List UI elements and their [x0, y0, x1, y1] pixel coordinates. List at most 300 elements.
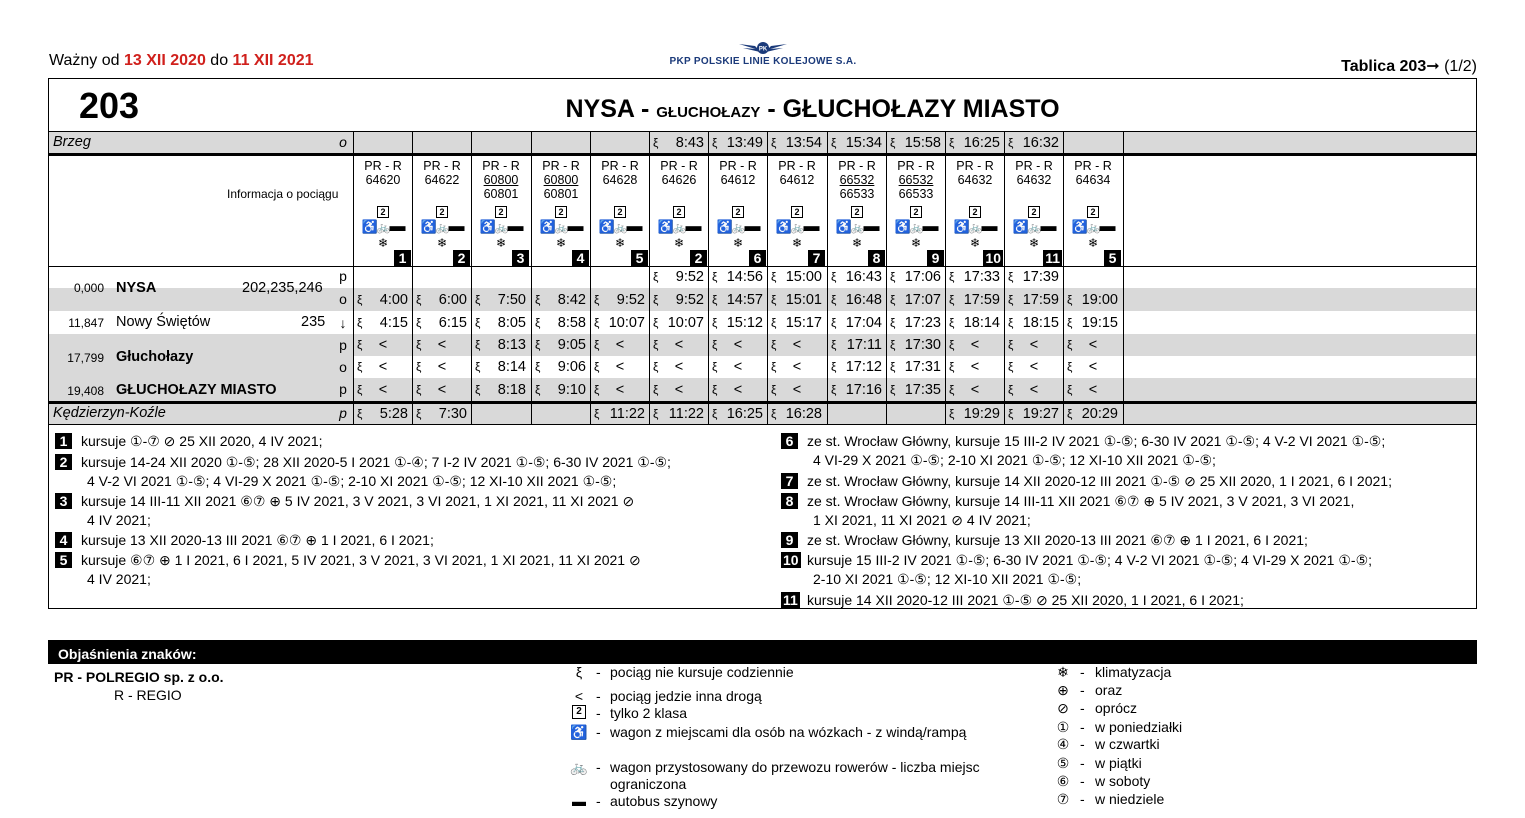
train-number: 64626	[661, 173, 697, 187]
irregular-mark: ξ	[594, 382, 600, 397]
departure-time: 15:34	[845, 134, 882, 151]
train-carrier: PR - R	[364, 159, 402, 173]
legend-dash: -	[596, 793, 601, 809]
departure-time: 19:29	[963, 405, 1000, 422]
footnote-badge: 6	[749, 250, 766, 267]
irregular-mark: ξ	[712, 406, 718, 421]
time-cell	[590, 334, 649, 356]
air-conditioning-icon: ❄	[791, 236, 803, 250]
footnote	[781, 492, 1354, 530]
irregular-mark: ξ	[594, 315, 600, 330]
time-cell	[353, 311, 412, 334]
timetable-row-glu_p	[49, 334, 1476, 356]
departure-time: 9:06	[557, 359, 586, 375]
irregular-mark: ξ	[653, 360, 659, 374]
table-reference	[1341, 56, 1477, 76]
irregular-mark: ξ	[1008, 338, 1014, 352]
time-cell	[708, 288, 767, 311]
train-number: 64620	[365, 173, 401, 187]
wheelchair-icon: ♿	[1071, 219, 1087, 234]
grid-end-border	[1123, 311, 1124, 334]
time-cell	[412, 266, 471, 288]
legend-symbol-icon: ▬	[572, 793, 586, 809]
irregular-mark: ξ	[771, 135, 777, 150]
irregular-mark: ξ	[831, 338, 837, 352]
irregular-mark: ξ	[1067, 406, 1073, 421]
footnote-number: 9	[781, 532, 798, 548]
other-route-mark: <	[970, 381, 980, 398]
time-cell	[767, 334, 826, 356]
departure-time: 16:43	[845, 269, 882, 285]
departure-time: 17:07	[904, 291, 941, 308]
grid-end-border	[1123, 403, 1124, 424]
time-cell	[649, 132, 708, 153]
time-cell	[412, 334, 471, 356]
bicycle-icon: 🚲	[376, 222, 390, 234]
time-cell	[471, 266, 530, 288]
station-km-glm: 19,408	[67, 384, 104, 398]
class-2-icon: 2	[969, 206, 981, 218]
departure-time: 4:15	[379, 314, 408, 331]
legend-symbol-icon: <	[574, 688, 584, 704]
footnote-text	[55, 551, 641, 589]
departure-time: 8:14	[497, 359, 526, 375]
footnote-continuation: 2-10 XI 2021 ①-⑤; 12 XI-10 XII 2021 ①-⑤;	[813, 571, 1082, 587]
irregular-mark: ξ	[475, 338, 481, 352]
station-name-glm: GŁUCHOŁAZY MIASTO	[116, 382, 277, 398]
time-cell	[767, 132, 826, 153]
grid-line	[49, 131, 1476, 132]
footnote-text	[55, 453, 671, 491]
irregular-mark: ξ	[712, 382, 718, 397]
departure-time: 9:52	[675, 291, 704, 308]
departure-time: 20:29	[1081, 405, 1118, 422]
irregular-mark: ξ	[653, 382, 659, 397]
time-cell	[353, 356, 412, 378]
irregular-mark: ξ	[1008, 406, 1014, 421]
departure-time: 17:35	[904, 381, 941, 398]
irregular-mark: ξ	[535, 315, 541, 330]
irregular-mark: ξ	[1067, 292, 1073, 307]
pkp-logo-icon	[737, 40, 789, 56]
legend-symbol-icon: ♿	[570, 724, 588, 740]
time-cell	[886, 334, 945, 356]
other-route-mark: <	[437, 381, 447, 398]
other-route-mark: <	[792, 381, 802, 398]
legend-text: wagon z miejscami dla osób na wózkach - z windą/rampą	[610, 724, 967, 740]
irregular-mark: ξ	[535, 360, 541, 374]
legend-symbol-icon: ξ	[575, 664, 583, 680]
class-2-icon: 2	[1028, 206, 1040, 218]
footnote-badge: 5	[631, 250, 648, 267]
departure-time: 15:17	[785, 314, 822, 331]
arrival-mark: p	[339, 337, 347, 353]
legend-carrier: PR - POLREGIO sp. z o.o.	[54, 669, 224, 685]
legend-dash: -	[596, 688, 601, 704]
train-carrier: PR - R	[660, 159, 698, 173]
departure-time: 18:14	[963, 314, 1000, 331]
station-name-nowy: Nowy Świętów	[116, 314, 211, 330]
time-cell	[1063, 334, 1122, 356]
train-number: 64612	[779, 173, 815, 187]
train-amenity-icons	[887, 220, 945, 235]
time-cell	[531, 288, 590, 311]
irregular-mark: ξ	[416, 406, 422, 421]
time-cell	[531, 311, 590, 334]
irregular-mark: ξ	[357, 338, 363, 352]
legend-symbol-icon: ❄	[1057, 664, 1069, 680]
spacer	[768, 187, 826, 201]
railbus-icon: ▬	[507, 218, 523, 235]
time-cell	[1063, 403, 1122, 424]
legend-dash: -	[596, 759, 601, 775]
time-cell	[649, 266, 708, 288]
train-number: 60800	[543, 173, 579, 187]
irregular-mark: ξ	[1008, 135, 1014, 150]
railbus-icon: ▬	[626, 218, 642, 235]
footnote-number: 4	[55, 532, 72, 548]
train-amenity-icons	[650, 220, 708, 235]
other-route-mark: <	[674, 359, 684, 375]
time-cell	[412, 132, 471, 153]
irregular-mark: ξ	[712, 338, 718, 352]
train-amenity-icons	[946, 220, 1004, 235]
train-carrier: PR - R	[838, 159, 876, 173]
spacer	[709, 187, 767, 201]
train-number: 66532	[898, 173, 934, 187]
footnote-text	[781, 591, 1244, 610]
time-cell	[531, 403, 590, 424]
legend-symbol-icon: ⑤	[1056, 755, 1070, 771]
departure-time: 15:01	[785, 291, 822, 308]
grid-end-border	[1123, 356, 1124, 378]
irregular-mark: ξ	[890, 360, 896, 374]
class-2-icon: 2	[495, 206, 507, 218]
departure-time: 8:13	[497, 337, 526, 353]
bicycle-icon: 🚲	[790, 222, 804, 234]
other-route-mark: <	[615, 337, 625, 353]
time-cell	[708, 356, 767, 378]
time-cell	[353, 266, 412, 288]
validity-period	[49, 52, 314, 70]
irregular-mark: ξ	[357, 382, 363, 397]
footnote-badge: 3	[512, 250, 529, 267]
time-cell	[945, 132, 1004, 153]
irregular-mark: ξ	[771, 338, 777, 352]
station-km-nowy: 11,847	[68, 316, 104, 330]
irregular-mark: ξ	[1067, 338, 1073, 352]
irregular-mark: ξ	[890, 292, 896, 307]
time-cell	[471, 311, 530, 334]
footnote-badge: 11	[1045, 250, 1060, 266]
departure-time: 14:56	[726, 269, 763, 285]
legend-symbol-icon: ④	[1056, 736, 1070, 752]
pkp-logo	[668, 40, 858, 67]
legend-text: autobus szynowy	[610, 793, 718, 809]
irregular-mark: ξ	[653, 292, 659, 307]
irregular-mark: ξ	[416, 338, 422, 352]
air-conditioning-icon: ❄	[495, 236, 507, 250]
irregular-mark: ξ	[949, 292, 955, 307]
train-info	[827, 154, 886, 267]
train-carrier: PR - R	[542, 159, 580, 173]
irregular-mark: ξ	[357, 360, 363, 374]
footnote-number: 2	[55, 454, 72, 470]
footnote-main: kursuje ①-⑦ ⊘ 25 XII 2020, 4 IV 2021;	[81, 433, 323, 449]
time-cell	[471, 378, 530, 401]
time-cell	[531, 266, 590, 288]
train-info	[353, 154, 412, 267]
train-info	[590, 154, 649, 267]
valid-from: 13 XII 2020	[124, 52, 206, 69]
air-conditioning-icon: ❄	[851, 236, 863, 250]
other-route-mark: <	[970, 359, 980, 375]
time-cell	[1004, 311, 1063, 334]
time-cell	[471, 288, 530, 311]
bicycle-icon: 🚲	[613, 222, 627, 234]
footnote-main: kursuje ⑥⑦ ⊕ 1 I 2021, 6 I 2021, 5 IV 2021, 3 V 2021, 3 VI 2021, 1 XI 2021, 11 XI 2021 ⊘	[81, 552, 641, 568]
departure-time: 19:15	[1081, 314, 1118, 331]
footnote-number: 1	[55, 433, 72, 449]
irregular-mark: ξ	[949, 135, 955, 150]
departure-time: 10:07	[608, 314, 645, 331]
legend-symbol-icon: 2	[572, 705, 586, 719]
train-number-2: 60801	[483, 187, 519, 201]
time-cell	[1004, 334, 1063, 356]
legend-category: R - REGIO	[114, 687, 182, 703]
bicycle-icon: 🚲	[731, 222, 745, 234]
other-route-mark: <	[1088, 359, 1098, 375]
footnote	[55, 453, 671, 491]
train-carrier: PR - R	[601, 159, 639, 173]
time-cell	[531, 356, 590, 378]
air-conditioning-icon: ❄	[1087, 236, 1099, 250]
grid-line	[49, 424, 1476, 425]
time-cell	[353, 288, 412, 311]
legend-dash: -	[1080, 664, 1085, 680]
footnote-badge: 1	[394, 250, 411, 267]
legend-text: klimatyzacja	[1095, 664, 1172, 680]
irregular-mark: ξ	[535, 338, 541, 352]
class-2-icon: 2	[673, 206, 685, 218]
time-cell	[767, 266, 826, 288]
wheelchair-icon: ♿	[539, 219, 555, 234]
irregular-mark: ξ	[1067, 315, 1073, 330]
other-route-mark: <	[1029, 337, 1039, 353]
other-route-mark: <	[615, 359, 625, 375]
from-station-mark: o	[339, 134, 347, 150]
time-cell	[767, 378, 826, 401]
wheelchair-icon: ♿	[1012, 219, 1028, 234]
train-info	[945, 154, 1004, 267]
time-cell	[471, 334, 530, 356]
irregular-mark: ξ	[890, 270, 896, 284]
train-number: 64612	[720, 173, 756, 187]
time-cell	[353, 334, 412, 356]
time-cell	[649, 403, 708, 424]
wheelchair-icon: ♿	[894, 219, 910, 234]
departure-time: 16:28	[785, 405, 822, 422]
irregular-mark: ξ	[949, 406, 955, 421]
footnote	[55, 492, 634, 530]
other-route-mark: <	[1029, 381, 1039, 398]
to-station-mark: p	[339, 405, 347, 421]
irregular-mark: ξ	[416, 315, 422, 330]
footnote	[55, 551, 641, 589]
departure-time: 11:22	[668, 405, 704, 422]
footnote-number: 5	[55, 552, 72, 568]
departure-time: 17:16	[845, 381, 882, 398]
footnote-number: 6	[781, 433, 798, 449]
train-amenity-icons	[1064, 220, 1122, 235]
irregular-mark: ξ	[771, 270, 777, 284]
departure-time: 13:49	[726, 134, 763, 151]
departure-time: 14:57	[726, 291, 763, 308]
spacer	[413, 187, 471, 201]
time-cell	[353, 403, 412, 424]
irregular-mark: ξ	[771, 360, 777, 374]
other-route-mark: <	[733, 337, 743, 353]
footnote-text	[781, 531, 1308, 550]
timetable-row-kk	[49, 403, 1476, 424]
other-route-mark: <	[733, 359, 743, 375]
air-conditioning-icon: ❄	[555, 236, 567, 250]
train-amenity-icons	[472, 220, 530, 235]
time-cell	[708, 334, 767, 356]
irregular-mark: ξ	[475, 292, 481, 307]
table-label: Tablica 203	[1341, 58, 1427, 75]
class-2-icon: 2	[851, 206, 863, 218]
footnote-badge: 8	[868, 250, 885, 267]
other-route-mark: <	[792, 337, 802, 353]
railbus-icon: ▬	[389, 218, 405, 235]
wheelchair-icon: ♿	[835, 219, 851, 234]
departure-time: 6:00	[438, 291, 467, 308]
other-route-mark: <	[1088, 381, 1098, 398]
irregular-mark: ξ	[416, 292, 422, 307]
to-station-name: Kędzierzyn-Koźle	[53, 405, 166, 421]
footnote-continuation: 1 XI 2021, 11 XI 2021 ⊘ 4 IV 2021;	[813, 512, 1031, 528]
other-route-mark: <	[792, 359, 802, 375]
footnote-continuation: 4 IV 2021;	[87, 512, 151, 528]
legend-dash: -	[1080, 791, 1085, 807]
time-cell	[827, 403, 886, 424]
time-cell	[827, 288, 886, 311]
irregular-mark: ξ	[653, 315, 659, 330]
wheelchair-icon: ♿	[420, 219, 436, 234]
time-cell	[1004, 378, 1063, 401]
wheelchair-icon: ♿	[598, 219, 614, 234]
train-carrier: PR - R	[1074, 159, 1112, 173]
train-amenity-icons	[709, 220, 767, 235]
departure-mark: o	[339, 359, 347, 375]
other-route-mark: <	[437, 337, 447, 353]
train-info	[412, 154, 471, 267]
railbus-icon: ▬	[1040, 218, 1056, 235]
footnote-number: 7	[781, 473, 798, 489]
train-info	[649, 154, 708, 267]
bicycle-icon: 🚲	[554, 222, 568, 234]
legend-dash: -	[1080, 736, 1085, 752]
time-cell	[1063, 378, 1122, 401]
departure-time: 16:48	[845, 291, 882, 308]
valid-prefix: Ważny od	[49, 52, 120, 69]
irregular-mark: ξ	[949, 270, 955, 284]
railbus-icon: ▬	[863, 218, 879, 235]
train-number: 64622	[424, 173, 460, 187]
train-info	[1063, 154, 1122, 267]
timetable-frame	[48, 78, 1477, 609]
footnote-continuation: 4 IV 2021;	[87, 571, 151, 587]
irregular-mark: ξ	[712, 315, 718, 330]
footnote-text	[55, 432, 323, 451]
departure-time: 4:00	[379, 291, 408, 308]
irregular-mark: ξ	[1067, 360, 1073, 374]
footnote	[781, 531, 1308, 550]
departure-time: 7:30	[438, 405, 467, 422]
time-cell	[708, 311, 767, 334]
irregular-mark: ξ	[712, 360, 718, 374]
time-cell	[471, 356, 530, 378]
departure-mark: o	[339, 291, 347, 307]
route-part-1: NYSA	[565, 95, 635, 123]
legend-dash: -	[1080, 773, 1085, 789]
air-conditioning-icon: ❄	[614, 236, 626, 250]
time-cell	[886, 356, 945, 378]
time-cell	[649, 378, 708, 401]
time-cell	[827, 334, 886, 356]
irregular-mark: ξ	[712, 135, 718, 150]
irregular-mark: ξ	[357, 406, 363, 421]
air-conditioning-icon: ❄	[969, 236, 981, 250]
time-cell	[945, 356, 1004, 378]
departure-time: 7:50	[497, 291, 526, 308]
air-conditioning-icon: ❄	[377, 236, 389, 250]
time-cell	[945, 378, 1004, 401]
departure-time: 15:12	[726, 314, 763, 331]
footnote-badge: 4	[572, 250, 589, 267]
class-2-icon: 2	[436, 206, 448, 218]
time-cell	[767, 403, 826, 424]
legend-dash: -	[596, 724, 601, 740]
footnote	[55, 432, 323, 451]
train-carrier: PR - R	[1015, 159, 1053, 173]
bicycle-icon: 🚲	[850, 222, 864, 234]
irregular-mark: ξ	[1008, 292, 1014, 307]
irregular-mark: ξ	[475, 382, 481, 397]
table-page: (1/2)	[1444, 58, 1477, 75]
time-cell	[531, 334, 590, 356]
air-conditioning-icon: ❄	[732, 236, 744, 250]
irregular-mark: ξ	[1008, 360, 1014, 374]
train-amenity-icons	[768, 220, 826, 235]
timetable-row-brzeg	[49, 132, 1476, 153]
irregular-mark: ξ	[890, 382, 896, 397]
other-route-mark: <	[378, 337, 388, 353]
irregular-mark: ξ	[357, 292, 363, 307]
table-arrow: ➞	[1426, 58, 1440, 75]
irregular-mark: ξ	[475, 360, 481, 374]
legend-text: pociąg nie kursuje codziennie	[610, 664, 794, 680]
irregular-mark: ξ	[594, 406, 600, 421]
footnote-badge: 2	[690, 250, 707, 267]
legend-text: w soboty	[1095, 773, 1151, 789]
grid-end-border	[1123, 266, 1124, 288]
legend-symbol-icon: ⊘	[1057, 700, 1069, 716]
bicycle-icon: 🚲	[968, 222, 982, 234]
departure-time: 18:15	[1022, 314, 1059, 331]
irregular-mark: ξ	[831, 270, 837, 284]
